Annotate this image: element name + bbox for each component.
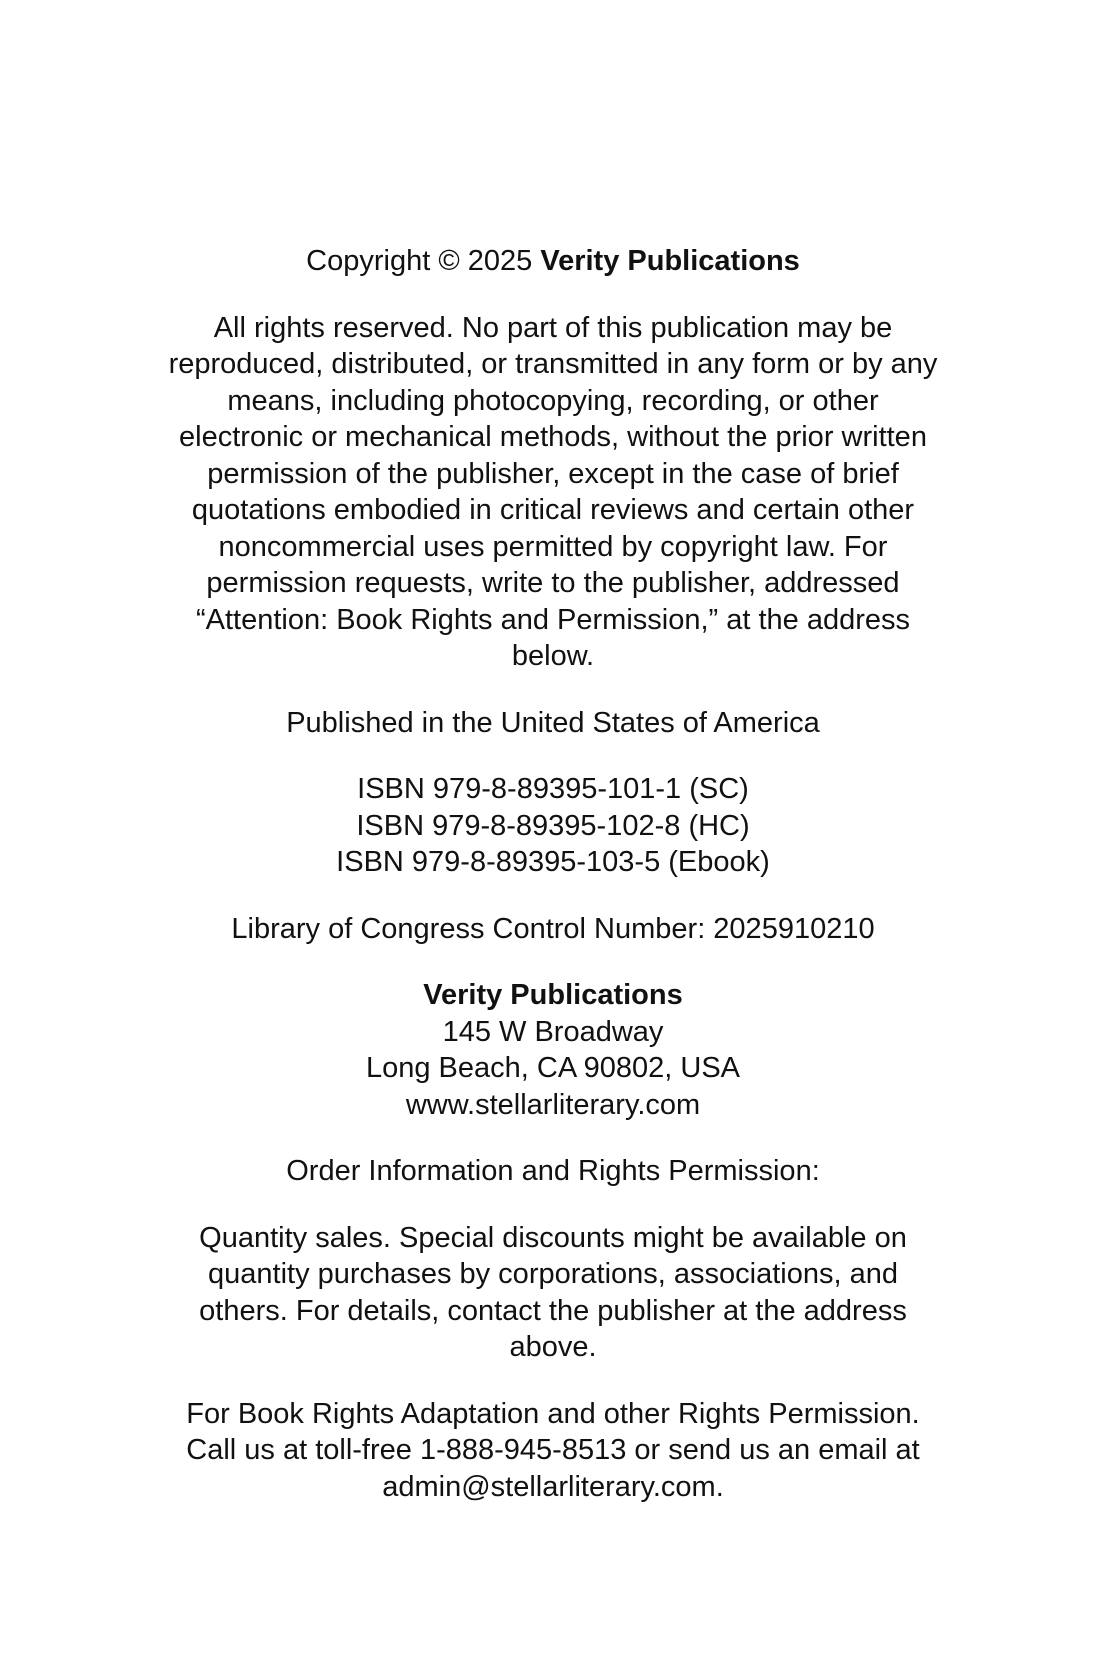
isbn-ebook: ISBN 979-8-89395-103-5 (Ebook) <box>336 846 770 878</box>
contact-line-1: For Book Rights Adaptation and other Rights Permission. <box>186 1397 920 1430</box>
order-heading: Order Information and Rights Permission: <box>286 1155 820 1187</box>
publisher-website: www.stellarliterary.com <box>405 1088 701 1121</box>
copyright-notice <box>168 243 938 280</box>
publisher-name: Verity Publications <box>423 979 683 1011</box>
published-in: Published in the United States of America <box>286 706 820 739</box>
isbn-hc: ISBN 979-8-89395-102-8 (HC) <box>356 809 750 842</box>
isbn-sc: ISBN 979-8-89395-101-1 (SC) <box>357 773 749 805</box>
publisher-city: Long Beach, CA 90802, USA <box>365 1052 741 1084</box>
contact-line-2: Call us at toll-free 1-888-945-8513 or send us an email at <box>186 1434 920 1466</box>
contact-email: admin@stellarliterary.com. <box>382 1470 724 1503</box>
isbn-list <box>168 771 938 881</box>
rights-paragraph: All rights reserved. No part of this publication may be reproduced, distributed, or transmitted in any form or by any means, including photocopying, recording, or other electronic or mechanical methods, without the prior written permission of the publisher, except in the case of brief quotations embodied in critical reviews and certain other noncommercial uses permitted by copyright law. For permission requests, write to the publisher, addressed “Attention: Book Rights and Permission,” at the address below. <box>168 311 938 672</box>
lccn: Library of Congress Control Number: 2025910210 <box>231 912 875 945</box>
copyright-publisher: Verity Publications <box>540 245 800 277</box>
publisher-street: 145 W Broadway <box>442 1015 664 1048</box>
contact-info <box>168 1396 938 1506</box>
copyright-prefix: Copyright © 2025 <box>306 245 541 277</box>
publisher-address <box>168 977 938 1123</box>
copyright-content <box>168 243 938 1505</box>
quantity-sales: Quantity sales. Special discounts might be available on quantity purchases by corporations, associations, and others. For details, contact the publisher at the address above. <box>199 1221 907 1363</box>
